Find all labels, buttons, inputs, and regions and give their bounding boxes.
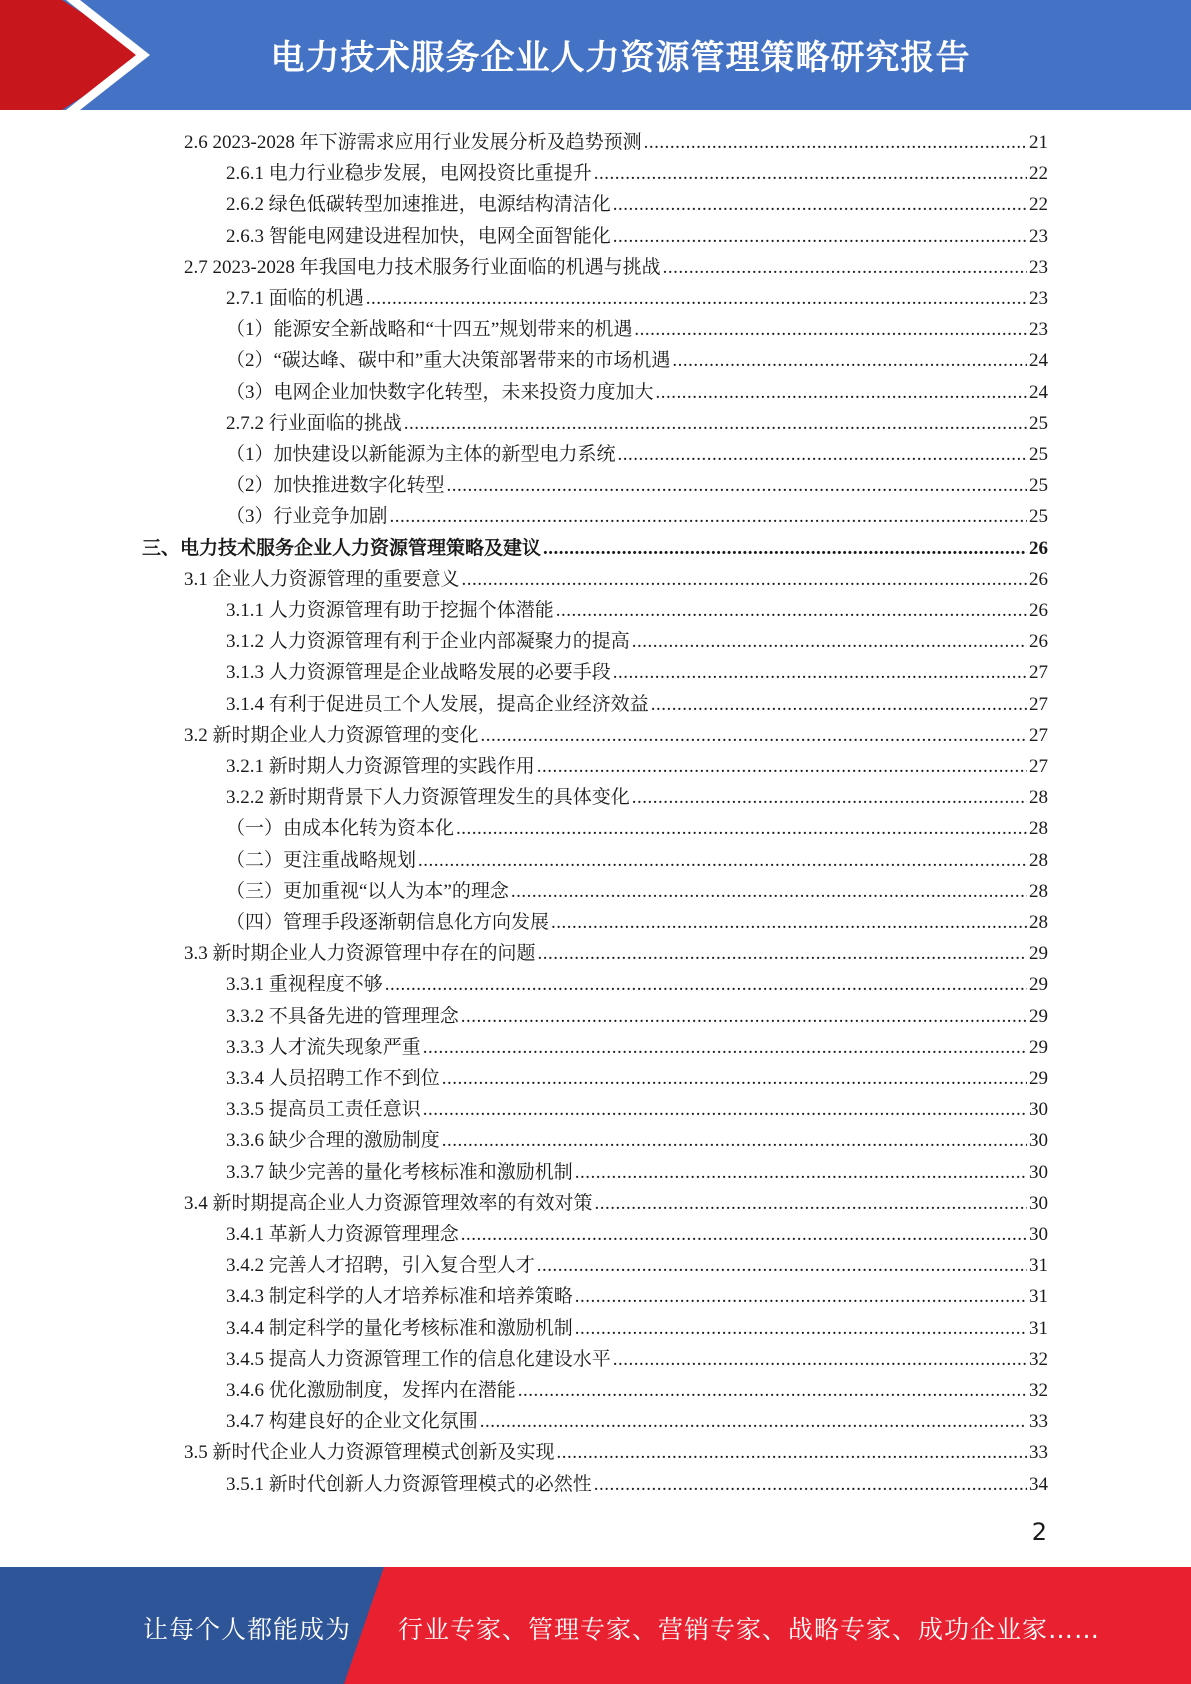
toc-entry[interactable] (226, 1064, 1048, 1094)
toc-entry-title: 3.4.7 构建良好的企业文化氛围 (226, 1411, 478, 1433)
toc-entry-title: （一）由成本化转为资本化 (226, 818, 455, 840)
toc-leader-dots (557, 1438, 1027, 1468)
toc-leader-dots (651, 690, 1027, 720)
toc-leader-dots (656, 378, 1027, 408)
footer-slogan-right: 行业专家、管理专家、营销专家、战略专家、成功企业家…… (398, 1615, 1101, 1644)
toc-entry[interactable] (226, 471, 1048, 501)
toc-entry-title: 2.7.2 行业面临的挑战 (226, 412, 402, 434)
toc-entry[interactable] (226, 315, 1048, 345)
toc-entry-page: 21 (1029, 132, 1048, 153)
toc-entry-page: 23 (1029, 225, 1048, 247)
toc-entry[interactable] (226, 378, 1048, 408)
toc-leader-dots (518, 1376, 1027, 1406)
toc-leader-dots (618, 440, 1027, 470)
toc-entry[interactable] (226, 1376, 1048, 1406)
toc-leader-dots (575, 1314, 1027, 1344)
toc-entry-title: 3.2.1 新时期人力资源管理的实践作用 (226, 756, 535, 777)
toc-entry-title: 2.7.1 面临的机遇 (226, 288, 364, 309)
toc-entry[interactable] (226, 908, 1048, 938)
toc-entry-title: （1）加快建设以新能源为主体的新型电力系统 (226, 444, 616, 465)
toc-entry-page: 30 (1029, 1192, 1048, 1214)
toc-entry[interactable] (226, 1251, 1048, 1281)
toc-leader-dots (423, 1033, 1027, 1063)
toc-entry-page: 29 (1029, 1005, 1048, 1027)
toc-entry[interactable] (226, 596, 1048, 626)
toc-leader-dots (418, 846, 1027, 876)
toc-entry[interactable] (226, 1220, 1048, 1250)
toc-leader-dots (390, 502, 1027, 532)
toc-entry[interactable] (226, 284, 1048, 314)
toc-entry-title: 3.4.3 制定科学的人才培养标准和培养策略 (226, 1286, 573, 1308)
toc-entry-title: 3.3.2 不具备先进的管理理念 (226, 1005, 459, 1027)
toc-entry-page: 30 (1029, 1224, 1048, 1245)
toc-entry-page: 26 (1029, 631, 1048, 653)
toc-entry-page: 23 (1029, 288, 1048, 309)
toc-entry-page: 25 (1029, 444, 1048, 465)
toc-entry-page: 33 (1029, 1411, 1048, 1433)
toc-entry-page: 25 (1029, 475, 1048, 497)
toc-entry-page: 26 (1029, 568, 1048, 590)
footer-slogan-left: 让每个人都能成为 (143, 1615, 352, 1644)
toc-entry-page: 30 (1029, 1130, 1048, 1152)
toc-entry-title: 3.3.5 提高员工责任意识 (226, 1099, 421, 1121)
toc-entry-page: 27 (1029, 693, 1048, 715)
toc-entry-page: 24 (1029, 381, 1048, 403)
toc-leader-dots (575, 1282, 1027, 1312)
toc-entry-page: 30 (1029, 1161, 1048, 1183)
toc-entry-page: 22 (1029, 194, 1048, 216)
toc-entry[interactable] (184, 721, 1048, 751)
toc-entry-page: 28 (1029, 912, 1048, 933)
toc-entry[interactable] (226, 783, 1048, 813)
toc-entry-page: 31 (1029, 1317, 1048, 1339)
toc-entry-page: 27 (1029, 724, 1048, 746)
toc-entry[interactable] (226, 502, 1048, 532)
toc-entry-page: 25 (1029, 412, 1048, 434)
toc-entry-page: 32 (1029, 1348, 1048, 1370)
toc-entry-page: 22 (1029, 163, 1048, 185)
toc-entry-title: 3.1 企业人力资源管理的重要意义 (184, 568, 460, 590)
toc-leader-dots (594, 1470, 1027, 1500)
toc-entry-page: 31 (1029, 1255, 1048, 1277)
toc-entry-page: 23 (1029, 256, 1048, 278)
toc-entry-page: 29 (1029, 943, 1048, 965)
toc-entry-title: 3.4.5 提高人力资源管理工作的信息化建设水平 (226, 1348, 611, 1370)
toc-leader-dots (634, 315, 1027, 345)
toc-entry-page: 24 (1029, 350, 1048, 372)
toc-entry[interactable] (226, 814, 1048, 844)
toc-entry-page: 29 (1029, 1036, 1048, 1058)
toc-entry[interactable] (226, 1033, 1048, 1063)
toc-leader-dots (538, 939, 1027, 969)
toc-entry-title: 3.4.1 革新人力资源管理理念 (226, 1224, 459, 1245)
toc-entry-title: 3.1.3 人力资源管理是企业战略发展的必要手段 (226, 662, 611, 684)
toc-leader-dots (480, 1407, 1027, 1437)
toc-entry-title: 三、电力技术服务企业人力资源管理策略及建议 (142, 537, 542, 559)
toc-leader-dots (613, 1345, 1027, 1375)
toc-entry[interactable] (226, 658, 1048, 688)
toc-entry[interactable] (226, 1126, 1048, 1156)
toc-entry[interactable] (184, 128, 1048, 158)
toc-leader-dots (461, 1002, 1027, 1032)
toc-leader-dots (442, 1126, 1027, 1156)
toc-entry-title: 3.3.6 缺少合理的激励制度 (226, 1130, 440, 1152)
toc-entry-page: 29 (1029, 1068, 1048, 1089)
toc-entry-title: 3.3.4 人员招聘工作不到位 (226, 1068, 440, 1089)
toc-entry[interactable] (226, 1158, 1048, 1188)
toc-leader-dots (456, 814, 1027, 844)
toc-entry-page: 34 (1029, 1473, 1048, 1495)
toc-entry[interactable] (226, 346, 1048, 376)
toc-leader-dots (644, 128, 1027, 158)
toc-entry[interactable] (184, 253, 1048, 283)
toc-entry-title: 3.3.7 缺少完善的量化考核标准和激励机制 (226, 1161, 573, 1183)
toc-leader-dots (537, 752, 1027, 782)
toc-entry-page: 27 (1029, 756, 1048, 777)
toc-leader-dots (575, 1158, 1027, 1188)
toc-entry-page: 33 (1029, 1442, 1048, 1464)
toc-leader-dots (613, 190, 1027, 220)
toc-entry-title: （四）管理手段逐渐朝信息化方向发展 (226, 912, 550, 933)
toc-entry-title: 3.2.2 新时期背景下人力资源管理发生的具体变化 (226, 787, 630, 809)
toc-entry-page: 28 (1029, 787, 1048, 809)
toc-leader-dots (551, 908, 1027, 938)
toc-entry[interactable] (226, 1002, 1048, 1032)
toc-entry-title: （1）能源安全新战略和“十四五”规划带来的机遇 (226, 319, 633, 341)
toc-leader-dots (447, 471, 1027, 501)
toc-entry[interactable] (226, 1314, 1048, 1344)
toc-leader-dots (556, 596, 1027, 626)
toc-entry[interactable] (226, 1407, 1048, 1437)
toc-entry-title: 3.1.1 人力资源管理有助于挖掘个体潜能 (226, 600, 554, 621)
toc-entry-title: 3.1.4 有利于促进员工个人发展，提高企业经济效益 (226, 693, 649, 715)
toc-entry-title: （2）“碳达峰、碳中和”重大决策部署带来的市场机遇 (226, 350, 671, 372)
toc-leader-dots (537, 1251, 1027, 1281)
toc-entry[interactable] (142, 534, 1048, 564)
toc-entry-page: 25 (1029, 506, 1048, 528)
toc-leader-dots (663, 253, 1027, 283)
toc-leader-dots (481, 721, 1027, 751)
toc-entry[interactable] (184, 939, 1048, 969)
toc-entry-title: 3.1.2 人力资源管理有利于企业内部凝聚力的提高 (226, 631, 630, 653)
toc-entry-title: 3.2 新时期企业人力资源管理的变化 (184, 724, 479, 746)
toc-leader-dots (404, 409, 1027, 439)
page-footer (0, 1567, 1191, 1684)
toc-entry-page: 23 (1029, 319, 1048, 341)
toc-entry-title: 3.5 新时代企业人力资源管理模式创新及实现 (184, 1442, 555, 1464)
toc-leader-dots (613, 658, 1027, 688)
toc-entry[interactable] (226, 627, 1048, 657)
toc-entry-title: 3.4.6 优化激励制度，发挥内在潜能 (226, 1380, 516, 1401)
toc-entry-title: （二）更注重战略规划 (226, 849, 417, 871)
toc-entry-title: （3）电网企业加快数字化转型，未来投资力度加大 (226, 381, 654, 403)
toc-entry-title: 3.3.1 重视程度不够 (226, 974, 383, 996)
toc-leader-dots (543, 534, 1027, 564)
toc-entry-title: 3.4.4 制定科学的量化考核标准和激励机制 (226, 1317, 573, 1339)
toc-entry[interactable] (226, 1470, 1048, 1500)
toc-entry-page: 26 (1029, 537, 1048, 559)
page-header (0, 0, 1191, 110)
toc-entry[interactable] (226, 690, 1048, 720)
toc-entry-title: 3.3.3 人才流失现象严重 (226, 1036, 421, 1058)
toc-entry-title: （2）加快推进数字化转型 (226, 475, 445, 497)
toc-entry-title: 2.6.2 绿色低碳转型加速推进，电源结构清洁化 (226, 194, 611, 216)
toc-entry-title: 3.3 新时期企业人力资源管理中存在的问题 (184, 943, 536, 965)
toc-entry-page: 26 (1029, 600, 1048, 621)
toc-entry-page: 29 (1029, 974, 1048, 996)
toc-entry[interactable] (184, 1438, 1048, 1468)
toc-leader-dots (613, 222, 1027, 252)
toc-entry[interactable] (226, 752, 1048, 782)
toc-entry-title: 3.4.2 完善人才招聘，引入复合型人才 (226, 1255, 535, 1277)
toc-entry[interactable] (226, 877, 1048, 907)
toc-entry[interactable] (226, 1095, 1048, 1125)
toc-entry-page: 32 (1029, 1380, 1048, 1401)
toc-entry-page: 28 (1029, 880, 1048, 902)
toc-leader-dots (442, 1064, 1027, 1094)
toc-entry[interactable] (184, 1189, 1048, 1219)
toc-leader-dots (423, 1095, 1027, 1125)
toc-entry[interactable] (226, 846, 1048, 876)
toc-leader-dots (366, 284, 1027, 314)
toc-leader-dots (511, 877, 1027, 907)
toc-entry-title: 3.4 新时期提高企业人力资源管理效率的有效对策 (184, 1192, 593, 1214)
toc-entry-page: 31 (1029, 1286, 1048, 1308)
toc-entry-page: 27 (1029, 662, 1048, 684)
toc-entry-title: 2.6.3 智能电网建设进程加快，电网全面智能化 (226, 225, 611, 247)
toc-leader-dots (385, 970, 1027, 1000)
page-number: 2 (1031, 1518, 1047, 1546)
toc-leader-dots (672, 346, 1027, 376)
toc-entry[interactable] (226, 1345, 1048, 1375)
toc-leader-dots (461, 1220, 1027, 1250)
toc-entry[interactable] (226, 409, 1048, 439)
toc-entry[interactable] (226, 1282, 1048, 1312)
toc-entry[interactable] (226, 159, 1048, 189)
toc-leader-dots (595, 1189, 1027, 1219)
toc-entry-page: 28 (1029, 818, 1048, 840)
toc-entry-page: 28 (1029, 849, 1048, 871)
toc-entry-title: 3.5.1 新时代创新人力资源管理模式的必然性 (226, 1473, 592, 1495)
toc-leader-dots (462, 565, 1027, 595)
toc-entry-title: 2.7 2023-2028 年我国电力技术服务行业面临的机遇与挑战 (184, 256, 661, 278)
report-title: 电力技术服务企业人力资源管理策略研究报告 (270, 38, 971, 78)
toc-entry-title: 2.6.1 电力行业稳步发展，电网投资比重提升 (226, 163, 592, 185)
toc-entry-page: 30 (1029, 1099, 1048, 1121)
toc-leader-dots (632, 627, 1027, 657)
toc-leader-dots (632, 783, 1027, 813)
toc-entry[interactable] (226, 440, 1048, 470)
toc-entry-title: 2.6 2023-2028 年下游需求应用行业发展分析及趋势预测 (184, 132, 642, 153)
toc-entry[interactable] (226, 222, 1048, 252)
toc-entry[interactable] (226, 970, 1048, 1000)
toc-entry[interactable] (184, 565, 1048, 595)
toc-entry-title: （3）行业竞争加剧 (226, 506, 388, 528)
toc-leader-dots (594, 159, 1027, 189)
toc-entry-title: （三）更加重视“以人为本”的理念 (226, 880, 509, 902)
toc-entry[interactable] (226, 190, 1048, 220)
